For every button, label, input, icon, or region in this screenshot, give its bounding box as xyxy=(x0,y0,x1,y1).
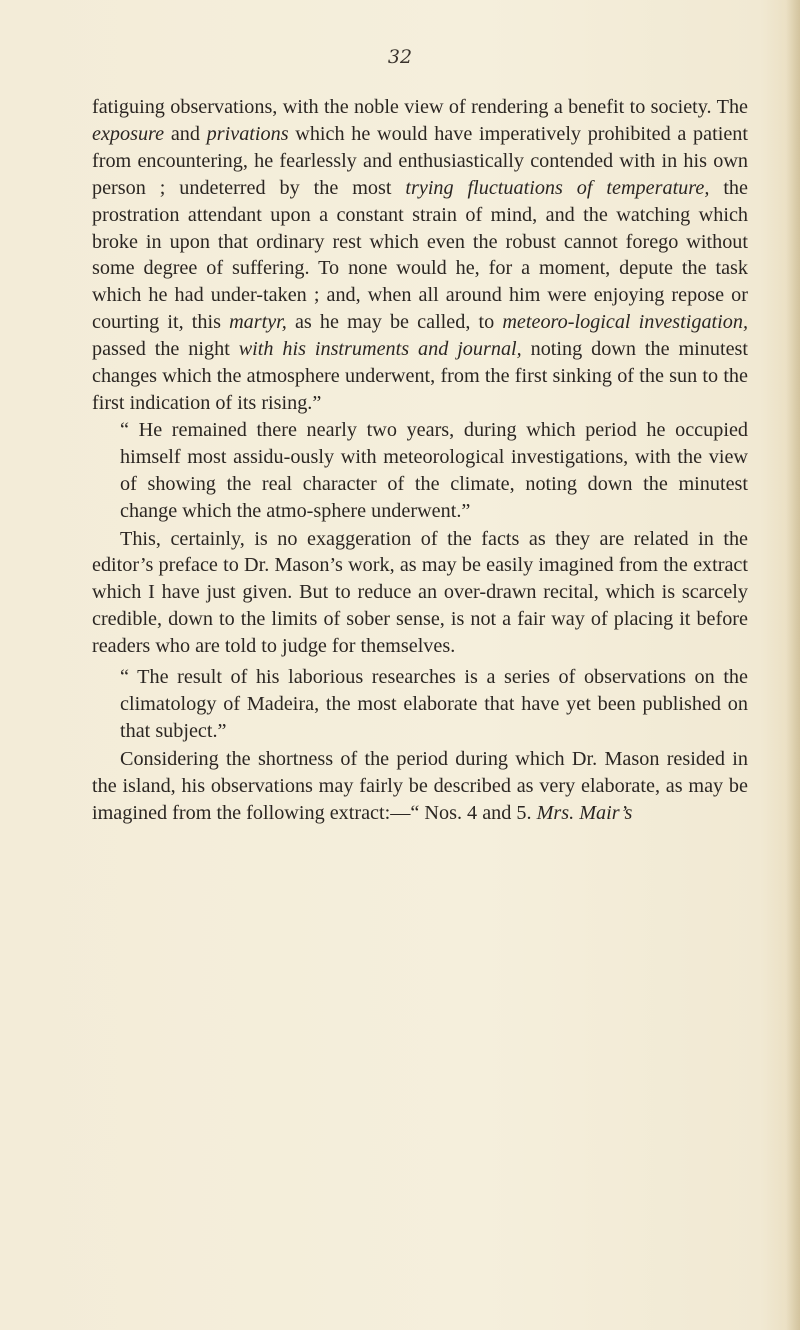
paragraph-3 xyxy=(92,746,748,827)
italic-run: exposure xyxy=(92,122,165,145)
text-run: which he would have imperatively prohibited a patient from encountering, he fearlessly and enthusiastically contended with in his own person ; undeterred by the most xyxy=(92,122,748,199)
page-number: 32 xyxy=(387,46,413,68)
text-run: the prostration attendant upon a constant strain of mind, and the watching which broke in upon that ordinary rest which even the robust cannot forego without some degree of suffering. To none would he, for a moment, depute the task which he had under-taken ; and, when all around him were enjoying repose or courting it, this xyxy=(92,176,748,334)
paragraph-1 xyxy=(92,94,748,417)
text-run: and xyxy=(164,122,207,145)
text-run: Considering the shortness of the period during which Dr. Mason resided in the island, his observations may fairly be described as very elaborate, as may be imagined from the following extract:—“ Nos. 4 and 5. xyxy=(92,747,748,824)
block-quote-1: “ He remained there nearly two years, during which period he occupied himself most assidu-ously with meteorological investigations, with the view of showing the real character of the climate, noting down the minutest change which the atmo-sphere underwent.” xyxy=(120,418,748,522)
italic-run: martyr, xyxy=(229,311,287,334)
page-edge-shadow xyxy=(786,0,800,1330)
text-run: as he may be called, to xyxy=(286,311,503,334)
italic-run: privations xyxy=(206,122,289,145)
italic-run: meteoro-logical investigation, xyxy=(502,311,748,334)
body-text xyxy=(92,94,748,826)
paragraph-2: This, certainly, is no exaggeration of the facts as they are related in the editor’s preface to Dr. Mason’s work, as may be easily imagined from the extract which I have just given. But to reduce an over-drawn recital, which is scarcely credible, down to the limits of sober sense, is not a fair way of placing it before readers who are told to judge for themselves. xyxy=(92,527,748,658)
text-run: passed the night xyxy=(92,338,239,361)
text-run: noting down the minutest changes which the atmosphere underwent, from the first sinking of the sun to the first indication of its rising.” xyxy=(92,338,748,414)
italic-run: trying fluctuations of temperature, xyxy=(405,176,710,199)
text-run: fatiguing observations, with the noble view of rendering a benefit to society. The xyxy=(92,96,748,118)
italic-run: Mrs. Mair’s xyxy=(536,801,633,824)
italic-run: with his instruments and journal, xyxy=(238,338,522,361)
block-quote-2: “ The result of his laborious researches is a series of observations on the climatology of Madeira, the most elaborate that have yet been published on that subject.” xyxy=(120,666,748,742)
